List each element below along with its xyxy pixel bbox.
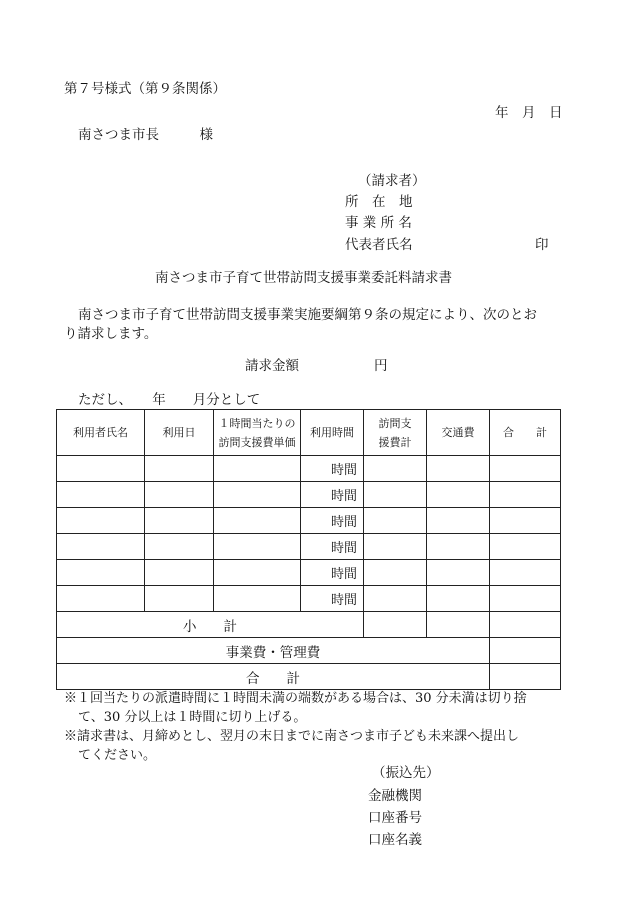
bank-label: 金融機関 xyxy=(368,788,422,804)
table-header-row xyxy=(57,410,561,456)
body-text-line2: り請求します。 xyxy=(64,326,158,342)
amount-label: 請求金額 xyxy=(245,358,299,374)
header-transport: 交通費 xyxy=(427,410,490,456)
transfer-heading: （振込先） xyxy=(372,765,440,781)
period-line: ただし、 年 月分として xyxy=(78,392,261,408)
note2-line2: てください。 xyxy=(78,748,157,763)
management-fee-label: 事業費・管理費 xyxy=(57,638,490,664)
hour-unit: 時間 xyxy=(301,482,364,508)
amount-unit: 円 xyxy=(374,358,388,374)
header-visit-total-line2: 援費計 xyxy=(378,435,412,449)
office-label: 事 業 所 名 xyxy=(345,215,412,231)
seal-mark: 印 xyxy=(535,237,549,253)
account-name-label: 口座名義 xyxy=(368,832,422,848)
header-user-name: 利用者氏名 xyxy=(57,410,145,456)
table-row xyxy=(57,508,561,534)
hour-unit: 時間 xyxy=(301,456,364,482)
form-number: 第７号様式（第９条関係） xyxy=(64,81,226,97)
addressee: 南さつま市長 様 xyxy=(78,127,213,143)
header-unit-price xyxy=(214,410,301,456)
note2-line1: ※請求書は、月締めとし、翌月の末日までに南さつま市子ども未来課へ提出し xyxy=(64,729,520,744)
table-row xyxy=(57,560,561,586)
note1-line2: て、30 分以上は１時間に切り上げる。 xyxy=(78,710,307,725)
table-row xyxy=(57,586,561,612)
management-fee-row xyxy=(57,638,561,664)
header-use-date: 利用日 xyxy=(145,410,214,456)
date-line: 年 月 日 xyxy=(495,105,563,121)
note1-line1: ※１回当たりの派遣時間に１時間未満の端数がある場合は、30 分未満は切り捨 xyxy=(64,691,527,706)
header-total: 合 計 xyxy=(490,410,561,456)
header-visit-total xyxy=(364,410,427,456)
account-number-label: 口座番号 xyxy=(368,810,422,826)
requester-heading: （請求者） xyxy=(358,173,426,189)
header-visit-total-line1: 訪問支 xyxy=(378,416,412,430)
grand-total-label: 合 計 xyxy=(57,664,490,690)
table-row xyxy=(57,534,561,560)
hour-unit: 時間 xyxy=(301,534,364,560)
hour-unit: 時間 xyxy=(301,586,364,612)
claim-table xyxy=(56,409,561,690)
document-title: 南さつま市子育て世帯訪問支援事業委託料請求書 xyxy=(155,270,452,286)
header-unit-price-line2: 訪問支援費単価 xyxy=(218,435,296,449)
table-row xyxy=(57,456,561,482)
table-row xyxy=(57,482,561,508)
grand-total-row xyxy=(57,664,561,690)
header-use-time: 利用時間 xyxy=(301,410,364,456)
body-text-line1: 南さつま市子育て世帯訪問支援事業実施要綱第９条の規定により、次のとお xyxy=(78,307,537,323)
representative-label: 代表者氏名 xyxy=(345,237,413,253)
hour-unit: 時間 xyxy=(301,508,364,534)
subtotal-row xyxy=(57,612,561,638)
hour-unit: 時間 xyxy=(301,560,364,586)
address-label: 所 在 地 xyxy=(345,194,413,210)
subtotal-label: 小 計 xyxy=(57,612,364,638)
header-unit-price-line1: １時間当たりの xyxy=(218,416,296,430)
